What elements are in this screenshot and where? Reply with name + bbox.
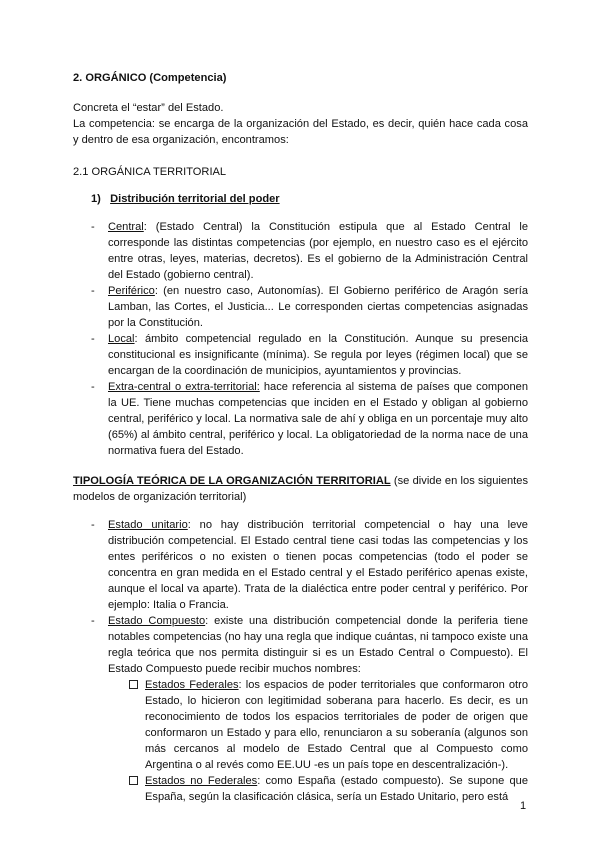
numbered-heading: [91, 191, 528, 207]
tipologia-note: (se divide en los siguientes modelos de organización territorial): [73, 475, 528, 503]
heading-label: Distribución territorial del poder: [110, 193, 280, 205]
list-item: [73, 379, 528, 459]
item-term: Extra-central o extra-territorial:: [108, 381, 260, 393]
section-title: 2. ORGÁNICO (Competencia): [73, 72, 227, 84]
checkbox-item: [73, 677, 528, 773]
list-item: [73, 517, 528, 613]
tipologia-heading: [73, 473, 528, 505]
item-text: : (Estado Central) la Constitución estipula que al Estado Central le corresponde las distintas competencias (por ejemplo, en nuestro caso es el ejército entre otras, leyes, materias, decretos). Es el gobierno de la Administración Central del Estado (gobierno central).: [108, 221, 528, 281]
intro-paragraph: La competencia: se encarga de la organización del Estado, es decir, quién hace cada cosa y dentro de esa organización, encontramos:: [73, 118, 528, 146]
document-page: [73, 70, 528, 805]
compuesto-sublist: [73, 677, 528, 805]
item-text: : (en nuestro caso, Autonomías). El Gobierno periférico de Aragón sería Lamban, las Cortes, el Justicia... Le corresponden ciertas competencias asignadas por la Constitución.: [108, 285, 528, 329]
item-text: : no hay distribución territorial competencial o hay una leve distribución competencial. El Estado central tiene casi todas las competencias y los entes periféricos o no existen o tienen pocas competencias (todo el poder se concentra en gran medida en el Estado central y el Estado periférico apenas existe, aunque el local va aparte). Trata de la dialéctica entre poder central y periférico. Por ejemplo: Italia o Francia.: [108, 519, 528, 611]
item-term: Periférico: [108, 285, 155, 297]
page-number: 1: [520, 800, 527, 812]
checkbox-icon[interactable]: [129, 776, 138, 785]
list-item: [73, 283, 528, 331]
item-term: Central: [108, 221, 144, 233]
item-term: Estados Federales: [145, 679, 239, 691]
item-text: : ámbito competencial regulado en la Constitución. Aunque su presencia constitucional es insignificante (mínima). Se regula por leyes (régimen local) que se encargan de la coordinación de municipios, ayuntamientos y provincias.: [108, 333, 528, 377]
item-term: Estados no Federales: [145, 775, 258, 787]
intro-line-1: Concreta el “estar” del Estado.: [73, 102, 224, 114]
heading-number: 1): [91, 193, 101, 205]
tipologia-title: TIPOLOGÍA TEÓRICA DE LA ORGANIZACIÓN TERRITORIAL: [73, 475, 391, 487]
subsection-title: 2.1 ORGÁNICA TERRITORIAL: [73, 166, 227, 178]
item-term: Estado Compuesto: [108, 615, 206, 627]
item-text: : existe una distribución competencial donde la periferia tiene notables competencias (no hay una regla que indique cuántas, ni tampoco existe una regla teórica que nos permita distinguir si es un Estado Central o Compuesto). El Estado Compuesto puede recibir muchos nombres:: [108, 615, 528, 675]
item-text: : los espacios de poder territoriales que conformaron otro Estado, lo hicieron con legitimidad soberana para hacerlo. Es decir, es un reconocimiento de todos los espacios territoriales de poder de origen que conformaron un Estado y para ello, renunciaron a su soberanía (algunos son más cercanos al modelo de Estado Central que al Compuesto como Argentina o al revés como EE.UU -es un país tope en descentralización-).: [145, 679, 529, 771]
item-term: Local: [108, 333, 135, 345]
checkbox-item: [73, 773, 528, 805]
list-item: [73, 613, 528, 677]
item-text: : como España (estado compuesto). Se supone que España, según la clasificación clásica, sería un Estado Unitario, pero está: [145, 775, 529, 803]
list-item: [73, 331, 528, 379]
item-text: hace referencia al sistema de países que componen la UE. Tiene muchas competencias que inciden en el Estado y obligan al gobierno central, periférico y local. La normativa sale de ahí y obliga en un porcentaje muy alto (65%) al ámbito central, periférico y local. La obligatoriedad de la norma nace de una normativa fuera del Estado.: [108, 381, 528, 457]
item-term: Estado unitario: [108, 519, 188, 531]
checkbox-icon[interactable]: [129, 680, 138, 689]
list-item: [73, 219, 528, 283]
distribution-list: [73, 219, 528, 459]
tipologia-list: [73, 517, 528, 677]
